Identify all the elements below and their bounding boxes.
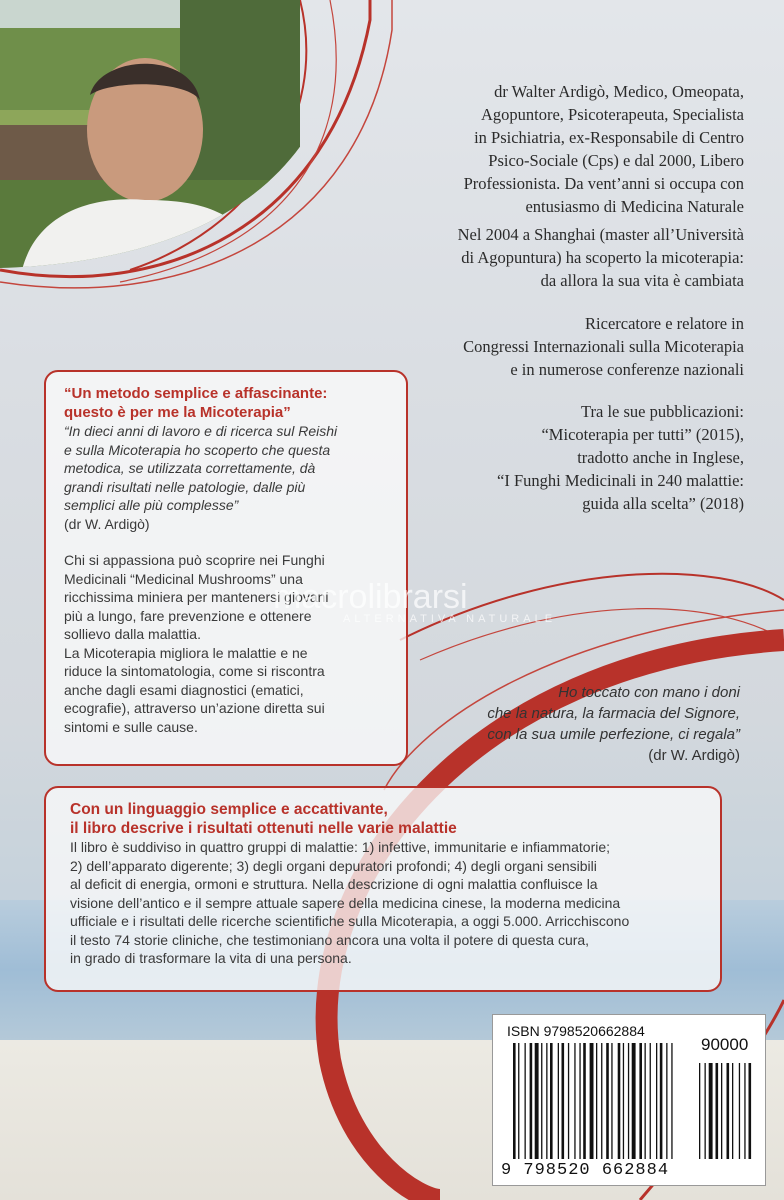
barcode-addon-bar: [739, 1063, 740, 1159]
text-line: e in numerose conferenze nazionali: [510, 360, 744, 379]
barcode-bar: [562, 1043, 565, 1159]
barcode-bar: [618, 1043, 621, 1159]
barcode-bar: [583, 1043, 586, 1159]
barcode-bar: [623, 1043, 624, 1159]
text-line: in Psichiatria, ex-Responsabile di Centro: [474, 128, 744, 147]
text-line: di Agopuntura) ha scoperto la micoterapia:: [461, 248, 744, 267]
barcode-bar: [660, 1043, 663, 1159]
text-line: tradotto anche in Inglese,: [577, 448, 744, 467]
barcode-bar: [574, 1043, 575, 1159]
method-body-1: Chi si appassiona può scoprire nei Funghi Medicinali “Medicinal Mushrooms” una ricchissima miniera per mantenersi giovani più a lungo, fare prevenzione e ottenere sollievo dalla malattia.: [64, 552, 329, 642]
barcode-bar: [530, 1043, 533, 1159]
author-quote: Ho toccato con mano i doni che la natura, la farmacia del Signore, con la sua umile perfezione, ci regala” (dr W. Ardigò): [487, 684, 740, 764]
barcode-bar: [541, 1043, 542, 1159]
barcode-bar: [601, 1043, 602, 1159]
text-line: Tra le sue pubblicazioni:: [581, 402, 744, 421]
bio-paragraph-1: [464, 80, 744, 218]
price-code: 90000: [701, 1035, 749, 1054]
method-body-2: La Micoterapia migliora le malattie e ne riduce la sintomatologia, come si riscontra anche dagli esami diagnostici (ematici, ecografie), attraverso un’azione diretta sui sintomi e sulle cause.: [64, 644, 325, 735]
text-line: Nel 2004 a Shanghai (master all’Università: [457, 225, 744, 244]
text-line: entusiasmo di Medicina Naturale: [525, 197, 744, 216]
barcode-bar: [632, 1043, 636, 1159]
barcode-bar: [568, 1043, 569, 1159]
barcode-addon-bar: [727, 1063, 730, 1159]
method-box-heading: “Un metodo semplice e affascinante: questo è per me la Micoterapia”: [64, 385, 328, 421]
method-quote: “In dieci anni di lavoro e di ricerca sul Reishi e sulla Micoterapia ho scoperto che questa metodica, se utilizzata correttamente, dà grandi risultati nelle patologie, dalle più semplici alle più complesse”: [64, 423, 338, 513]
text-line: guida alla scelta” (2018): [582, 494, 744, 513]
book-description-body: Il libro è suddiviso in quattro gruppi di malattie: 1) infettive, immunitarie e infiammatorie; 2) dell’apparato digerente; 3) degli organi depuratori profondi; 4) degli organi sensibili al deficit di energia, ormoni e struttura. Nella descrizione di ogni malattia confluisce la visione dell’antico e il sempre attuale sapere della medicina cinese, la moderna medicina ufficiale e i risultati delle ricerche scientifiche sulla Micoterapia, a oggi 5.000. Arricchiscono il testo 74 storie cliniche, che testimoniano ancora una volta il potere di questa cura, in grado di trasformare la vita di una persona.: [70, 839, 630, 966]
text-line: da allora la sua vita è cambiata: [540, 271, 744, 290]
book-description-box: [44, 786, 722, 992]
watermark: [273, 578, 556, 625]
bio-paragraph-2: [458, 223, 744, 292]
barcode-addon-bar: [716, 1063, 719, 1159]
barcode-bar: [666, 1043, 667, 1159]
barcode-bar: [546, 1043, 547, 1159]
barcode-bar: [579, 1043, 580, 1159]
barcode-bar: [518, 1043, 519, 1159]
text-line: “I Funghi Medicinali in 240 malattie:: [497, 471, 744, 490]
barcode-bar: [513, 1043, 516, 1159]
barcode-bar: [650, 1043, 651, 1159]
barcode-addon-bar: [705, 1063, 706, 1159]
barcode-bar: [611, 1043, 612, 1159]
barcode-addon-bar: [749, 1063, 752, 1159]
barcode-addon-bar: [709, 1063, 713, 1159]
text-line: dr Walter Ardigò, Medico, Omeopata,: [494, 82, 744, 101]
barcode-bar: [606, 1043, 609, 1159]
watermark-brand: macrolibrarsi: [273, 578, 468, 616]
text-line: Professionista. Da vent’anni si occupa con: [463, 174, 744, 193]
barcode-addon-bar: [744, 1063, 745, 1159]
watermark-tagline: ALTERNATIVA NATURALE: [343, 613, 557, 625]
barcode-bar: [596, 1043, 597, 1159]
text-line: Agopuntore, Psicoterapeuta, Specialista: [480, 105, 744, 124]
barcode-addon-bar: [699, 1063, 700, 1159]
barcode-bar: [628, 1043, 629, 1159]
book-description-heading: Con un linguaggio semplice e accattivante, il libro descrive i risultati ottenuti nelle varie malattie: [70, 801, 457, 837]
barcode-bar: [525, 1043, 526, 1159]
text-line: Psico-Sociale (Cps) e dal 2000, Libero: [488, 151, 744, 170]
barcode-bar: [535, 1043, 539, 1159]
barcode-addon-bar: [721, 1063, 722, 1159]
bio-paragraph-3: [463, 312, 744, 381]
barcode-bar: [671, 1043, 672, 1159]
barcode-bar: [656, 1043, 657, 1159]
barcode-bar: [550, 1043, 553, 1159]
isbn-label: ISBN 9798520662884: [507, 1023, 645, 1039]
isbn-barcode: [492, 1014, 766, 1186]
bio-paragraph-4: [497, 400, 744, 515]
barcode-bar: [645, 1043, 646, 1159]
method-quote-author: (dr W. Ardigò): [64, 515, 150, 532]
text-line: “Micoterapia per tutti” (2015),: [541, 425, 744, 444]
text-line: Ricercatore e relatore in: [585, 314, 744, 333]
author-photo: [0, 0, 300, 280]
method-box: [44, 370, 408, 766]
text-line: Congressi Internazionali sulla Micoterapia: [463, 337, 744, 356]
barcode-digits: 9 798520 662884: [501, 1161, 670, 1180]
barcode-bar: [590, 1043, 594, 1159]
barcode-bar: [558, 1043, 559, 1159]
barcode-bar: [639, 1043, 642, 1159]
author-quote-attribution: (dr W. Ardigò): [648, 747, 740, 764]
barcode-addon-bar: [732, 1063, 733, 1159]
